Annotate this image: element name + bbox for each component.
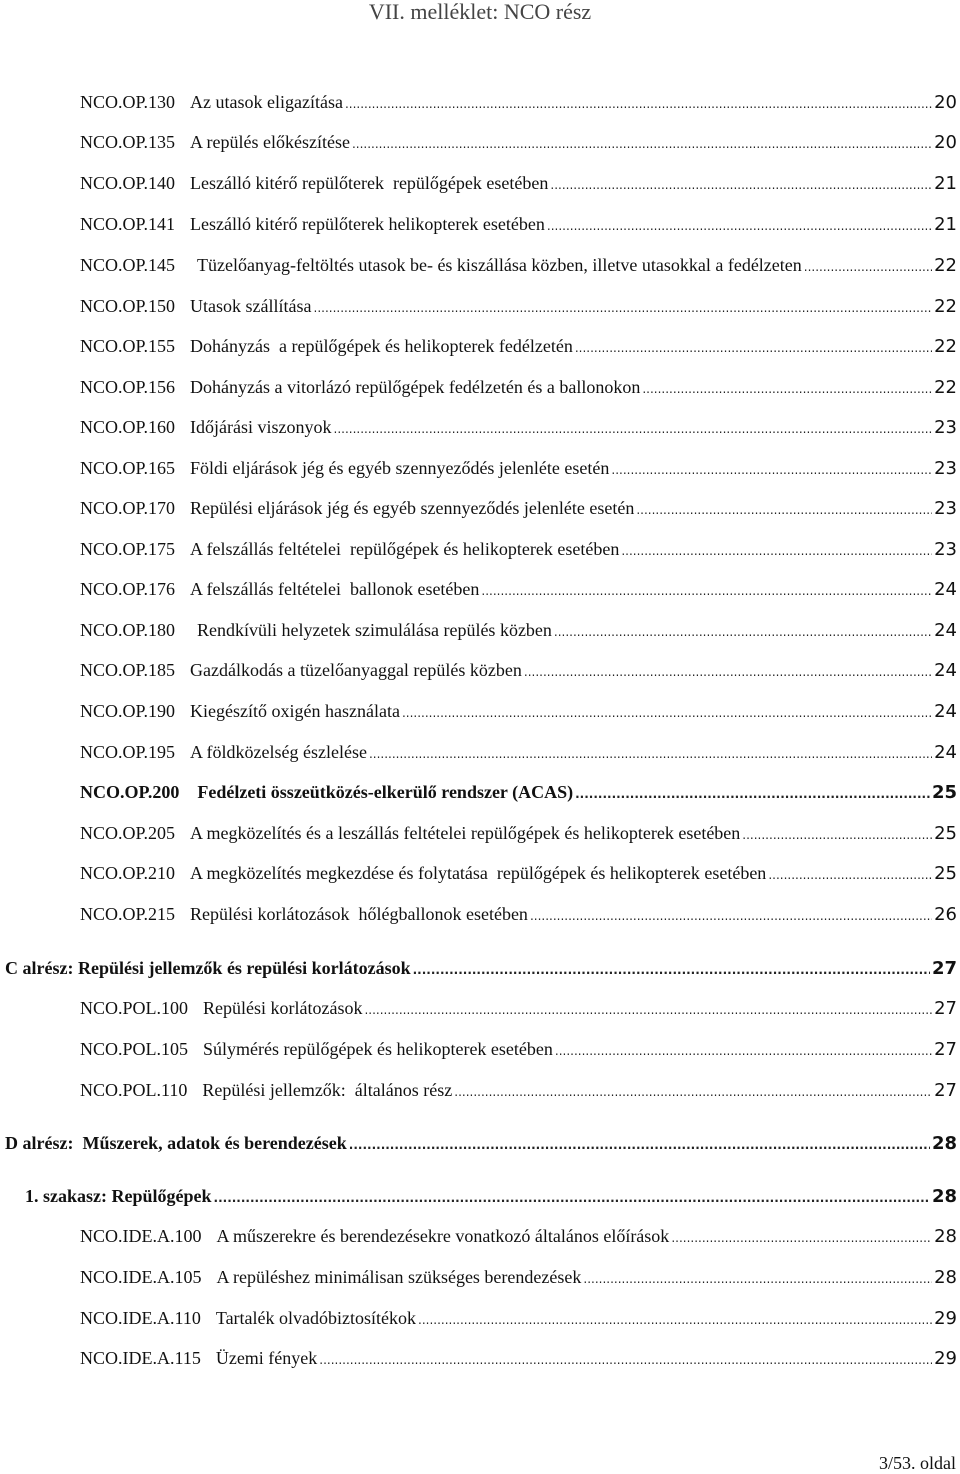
toc-dot-leader [768,863,932,884]
toc-entry-code: NCO.OP.195 [80,742,176,762]
toc-entry[interactable] [80,620,957,646]
toc-entry-title: Dohányzás a repülőgépek és helikopterek fedélzetén [190,336,573,356]
toc-entry-title: C alrész: Repülési jellemzők és repülési korlátozások [5,958,411,978]
toc-entry-code: NCO.OP.215 [80,904,176,924]
toc-entry-title: A felszállás feltételei repülőgépek és helikopterek esetében [190,539,620,559]
toc-entry-page: 28 [934,1226,957,1247]
toc-entry-code: NCO.OP.180 [80,620,176,640]
toc-entry-page: 23 [934,539,957,560]
toc-dot-leader [349,1133,930,1154]
toc-entry-title: Rendkívüli helyzetek szimulálása repülés közben [197,620,552,640]
toc-entry[interactable] [25,1186,957,1212]
toc-entry-page: 25 [931,782,957,803]
toc-entry-code: NCO.OP.145 [80,255,176,275]
toc-dot-leader [642,377,932,398]
toc-entry-code: NCO.OP.210 [80,863,176,883]
toc-entry-code: NCO.OP.165 [80,458,176,478]
toc-entry[interactable] [80,823,957,849]
toc-entry[interactable] [80,539,957,565]
toc-entry-title: Gazdálkodás a tüzelőanyaggal repülés közben [190,660,522,680]
toc-entry[interactable] [80,904,957,930]
toc-entry-title: Fedélzeti összeütközés-elkerülő rendszer (ACAS) [197,782,574,802]
toc-entry-title: A földközelség észlelése [190,742,367,762]
toc-entry-code: NCO.IDE.A.105 [80,1267,202,1287]
toc-dot-leader [352,132,932,153]
toc-dot-leader [583,1267,932,1288]
toc-entry-code: NCO.OP.185 [80,660,176,680]
toc-dot-leader [547,214,932,235]
toc-dot-leader [611,458,932,479]
toc-entry-title: Tartalék olvadóbiztosítékok [215,1308,417,1328]
toc-entry-code: NCO.OP.156 [80,377,176,397]
toc-entry-code: NCO.POL.110 [80,1080,188,1100]
toc-dot-leader [319,1348,932,1369]
toc-entry-page: 27 [934,1080,957,1101]
toc-entry-title: Dohányzás a vitorlázó repülőgépek fedélzetén és a ballonokon [190,377,641,397]
toc-dot-leader [530,904,932,925]
toc-dot-leader [214,1186,930,1207]
toc-entry-page: 28 [934,1267,957,1288]
toc-dot-leader [524,660,932,681]
toc-entry-page: 22 [934,336,957,357]
toc-entry[interactable] [80,377,957,403]
toc-dot-leader [555,1039,932,1060]
toc-entry-title: D alrész: Műszerek, adatok és berendezések [5,1133,347,1153]
toc-entry-page: 27 [931,958,957,979]
toc-entry-code: NCO.IDE.A.115 [80,1348,201,1368]
toc-entry-code: NCO.OP.141 [80,214,176,234]
toc-entry-page: 25 [934,823,957,844]
toc-dot-leader [575,782,930,803]
toc-entry[interactable] [80,1039,957,1065]
toc-entry-title: A műszerekre és berendezésekre vonatkozó általános előírások [216,1226,670,1246]
toc-entry-page: 22 [934,377,957,398]
toc-entry[interactable] [80,1080,957,1106]
toc-dot-leader [671,1226,932,1247]
toc-entry-code: NCO.IDE.A.110 [80,1308,201,1328]
toc-entry[interactable] [80,132,957,158]
toc-entry-page: 20 [934,92,957,113]
toc-dot-leader [550,173,932,194]
toc-entry[interactable] [80,701,957,727]
toc-entry[interactable] [80,417,957,443]
toc-entry[interactable] [80,782,957,808]
running-header: VII. melléklet: NCO rész [368,0,592,24]
toc-entry-page: 23 [934,498,957,519]
toc-dot-leader [334,417,933,438]
toc-entry[interactable] [80,863,957,889]
toc-entry[interactable] [80,1267,957,1293]
toc-entry-title: A repüléshez minimálisan szükséges berendezések [216,1267,582,1287]
toc-entry-title: Leszálló kitérő repülőterek helikopterek esetében [190,214,545,234]
toc-entry[interactable] [80,1226,957,1252]
toc-dot-leader [575,336,932,357]
toc-entry-page: 21 [934,173,957,194]
toc-dot-leader [402,701,932,722]
toc-entry-page: 29 [934,1348,957,1369]
toc-dot-leader [636,498,932,519]
toc-dot-leader [314,296,933,317]
toc-entry-page: 27 [934,998,957,1019]
toc-entry-title: Súlymérés repülőgépek és helikopterek esetében [203,1039,553,1059]
toc-entry-code: NCO.OP.140 [80,173,176,193]
toc-entry-code: NCO.OP.150 [80,296,176,316]
toc-entry-page: 21 [934,214,957,235]
toc-entry-page: 22 [934,255,957,276]
toc-entry[interactable] [80,1348,957,1374]
toc-entry-title: A megközelítés megkezdése és folytatása repülőgépek és helikopterek esetében [190,863,767,883]
toc-entry-page: 25 [934,863,957,884]
toc-entry-code: NCO.OP.205 [80,823,176,843]
toc-entry-code: NCO.OP.130 [80,92,176,112]
toc-dot-leader [742,823,932,844]
toc-entry-code: NCO.OP.170 [80,498,176,518]
toc-entry-page: 24 [934,620,957,641]
toc-dot-leader [364,998,932,1019]
toc-dot-leader [554,620,932,641]
toc-entry[interactable] [5,958,957,984]
toc-dot-leader [345,92,932,113]
toc-entry-title: Időjárási viszonyok [190,417,332,437]
toc-entry-page: 24 [934,701,957,722]
toc-entry-title: Az utasok eligazítása [190,92,343,112]
toc-entry-code: NCO.OP.190 [80,701,176,721]
toc-entry-page: 24 [934,660,957,681]
toc-entry-page: 23 [934,458,957,479]
toc-entry-code: NCO.OP.176 [80,579,176,599]
toc-entry-title: Utasok szállítása [190,296,312,316]
toc-entry-page: 24 [934,742,957,763]
toc-entry-code: NCO.OP.175 [80,539,176,559]
toc-entry[interactable] [5,1133,957,1159]
toc-entry[interactable] [80,498,957,524]
toc-entry[interactable] [80,660,957,686]
toc-entry-code: NCO.POL.100 [80,998,189,1018]
toc-entry-code: NCO.OP.160 [80,417,176,437]
toc-dot-leader [369,742,932,763]
toc-entry-code: NCO.POL.105 [80,1039,189,1059]
toc-entry-page: 23 [934,417,957,438]
toc-entry[interactable] [80,92,957,118]
toc-entry-page: 20 [934,132,957,153]
toc-dot-leader [481,579,932,600]
toc-entry-page: 26 [934,904,957,925]
toc-entry-title: Leszálló kitérő repülőterek repülőgépek esetében [190,173,549,193]
toc-entry-title: Kiegészítő oxigén használata [190,701,400,721]
toc-entry-code: NCO.OP.155 [80,336,176,356]
toc-entry[interactable] [80,1308,957,1334]
toc-dot-leader [454,1080,932,1101]
toc-entry[interactable] [80,579,957,605]
toc-entry-page: 29 [934,1308,957,1329]
toc-entry-title: Üzemi fények [215,1348,318,1368]
toc-entry-page: 28 [931,1186,957,1207]
toc-entry-title: A repülés előkészítése [190,132,350,152]
toc-entry-page: 28 [931,1133,957,1154]
toc-dot-leader [418,1308,932,1329]
toc-entry[interactable] [80,296,957,322]
toc-entry-page: 27 [934,1039,957,1060]
toc-entry[interactable] [80,458,957,484]
toc-entry-title: Repülési jellemzők: általános rész [202,1080,453,1100]
toc-entry[interactable] [80,214,957,240]
toc-entry[interactable] [80,255,957,281]
toc-entry-title: Repülési eljárások jég és egyéb szennyeződés jelenléte esetén [190,498,635,518]
toc-entry-title: Repülési korlátozások [203,998,363,1018]
toc-entry-title: 1. szakasz: Repülőgépek [25,1186,212,1206]
toc-dot-leader [413,958,930,979]
toc-entry-title: Földi eljárások jég és egyéb szennyeződés jelenléte esetén [190,458,610,478]
toc-entry[interactable] [80,742,957,768]
toc-dot-leader [621,539,932,560]
toc-entry-page: 24 [934,579,957,600]
toc-entry-title: A megközelítés és a leszállás feltételei repülőgépek és helikopterek esetében [190,823,741,843]
toc-entry-code: NCO.OP.200 [80,782,180,802]
toc-entry[interactable] [80,336,957,362]
page-number: 3/53. oldal [879,1453,956,1473]
toc-entry[interactable] [80,173,957,199]
toc-entry-code: NCO.OP.135 [80,132,176,152]
toc-entry-code: NCO.IDE.A.100 [80,1226,202,1246]
toc-entry-title: A felszállás feltételei ballonok esetében [190,579,480,599]
toc-entry-title: Repülési korlátozások hőlégballonok esetében [190,904,528,924]
toc-dot-leader [804,255,932,276]
toc-entry[interactable] [80,998,957,1024]
toc-entry-title: Tüzelőanyag-feltöltés utasok be- és kiszállása közben, illetve utasokkal a fedélzeten [197,255,802,275]
toc-entry-page: 22 [934,296,957,317]
